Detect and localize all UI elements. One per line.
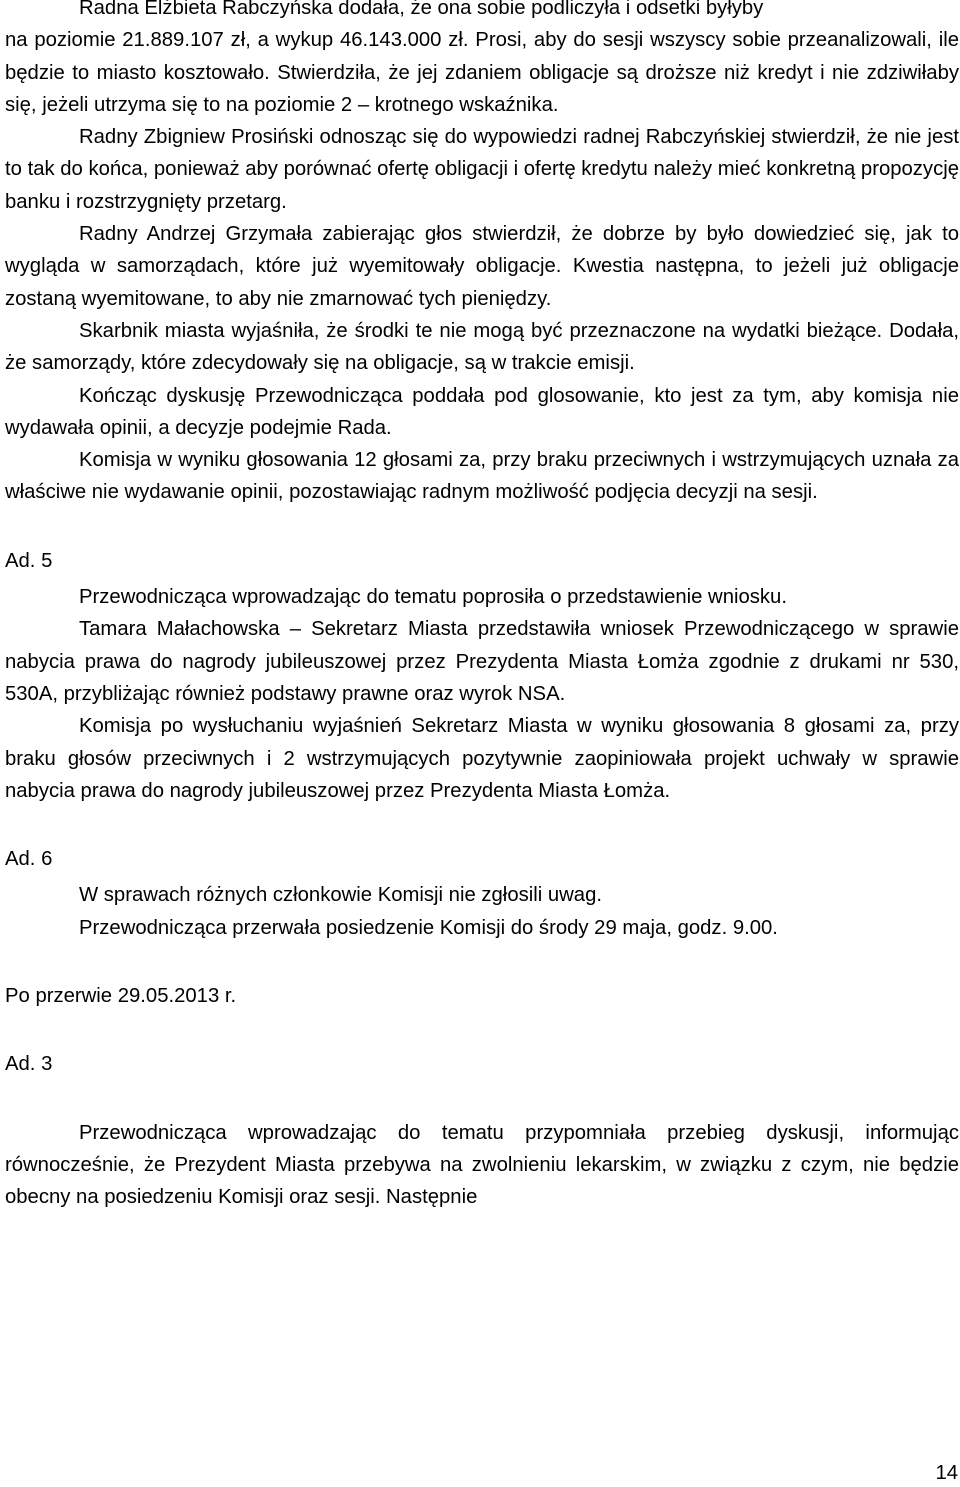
paragraph-voting-call: Kończąc dyskusję Przewodnicząca poddała pod glosowanie, kto jest za tym, aby komisja nie wydawała opinii, a decyzje podejmie Rada. [5,384,959,439]
paragraph-skarbnik: Skarbnik miasta wyjaśniła, że środki te nie mogą być przeznaczone na wydatki bieżące. Dodała, że samorządy, które zdecydowały się na obligacje, są w trakcie emisji. [5,319,959,375]
document-page [5,0,959,1487]
section-heading-ad6: Ad. 6 [5,848,53,871]
paragraph-vote-result: Komisja w wyniku głosowania 12 głosami za, przy braku przeciwnych i wstrzymujących uznała za właściwe nie wydawanie opinii, pozostawiając radnym możliwość podjęcia decyzji na sesji. [5,449,959,504]
paragraph-grzymala: Radny Andrzej Grzymała zabierając głos stwierdził, że dobrze by było dowiedzieć się, jak to wygląda w samorządach, które już wyemitowały obligacje. Kwestia następna, to jeżeli już obligacje zostaną wyemitowane, to aby nie zmarnować tych pieniędzy. [5,223,959,310]
page-number: 14 [935,1462,958,1484]
paragraph-rabczynska-line1: Radna Elżbieta Rabczyńska dodała, że ona sobie podliczyła i odsetki byłyby [79,0,764,19]
break-note: Po przerwie 29.05.2013 r. [5,985,237,1008]
paragraph-rabczynska [5,0,959,121]
section-gap [5,1012,959,1048]
section-gap [5,944,959,980]
ad5-paragraph-vote: Komisja po wysłuchaniu wyjaśnień Sekretarz Miasta w wyniku głosowania 8 głosami za, przy braku głosów przeciwnych i 2 wstrzymujących pozytywnie zaopiniowała projekt uchwały w sprawie nabycia prawa do nagrody jubileuszowej przez Prezydenta Miasta Łomża. [5,715,959,802]
ad5-paragraph-secretary: Tamara Małachowska – Sekretarz Miasta przedstawiła wniosek Przewodniczącego w sprawie nabycia prawa do nagrody jubileuszowej przez Prezydenta Miasta Łomża zgodnie z drukami nr 530, 530A, przybliżając również podstawy prawne oraz wyrok NSA. [5,618,959,705]
section-heading-ad5: Ad. 5 [5,549,53,572]
section-gap [5,807,959,843]
paragraph-rabczynska-rest: na poziomie 21.889.107 zł, a wykup 46.143.000 zł. Prosi, aby do sesji wszyscy sobie przeanalizowali, ile będzie to miasto kosztowało. Stwierdziła, że jej zdaniem obligacje są droższe niż kredyt i nie zdziwiłaby się, jeżeli utrzyma się to na poziomie 2 – krotnego wskaźnika. [5,29,959,116]
section-gap [5,1081,959,1117]
ad6-paragraph-remarks: W sprawach różnych członkowie Komisji nie zgłosili uwag. [79,884,603,907]
section-gap [5,509,959,545]
ad5-paragraph-intro: Przewodnicząca wprowadzając do tematu poprosiła o przedstawienie wniosku. [79,586,787,609]
paragraph-prosinski: Radny Zbigniew Prosiński odnosząc się do wypowiedzi radnej Rabczyńskiej stwierdził, że nie jest to tak do końca, ponieważ aby porównać ofertę obligacji i ofertę kredytu należy mieć konkretną propozycję banku i rozstrzygnięty przetarg. [5,126,959,213]
ad3-paragraph-intro: Przewodnicząca wprowadzając do tematu przypomniała przebieg dyskusji, informując równocześnie, że Prezydent Miasta przebywa na zwolnieniu lekarskim, w związku z czym, nie będzie obecny na posiedzeniu Komisji oraz sesji. Następnie [5,1121,959,1209]
section-heading-ad3: Ad. 3 [5,1053,53,1076]
ad6-paragraph-break: Przewodnicząca przerwała posiedzenie Komisji do środy 29 maja, godz. 9.00. [79,916,778,939]
